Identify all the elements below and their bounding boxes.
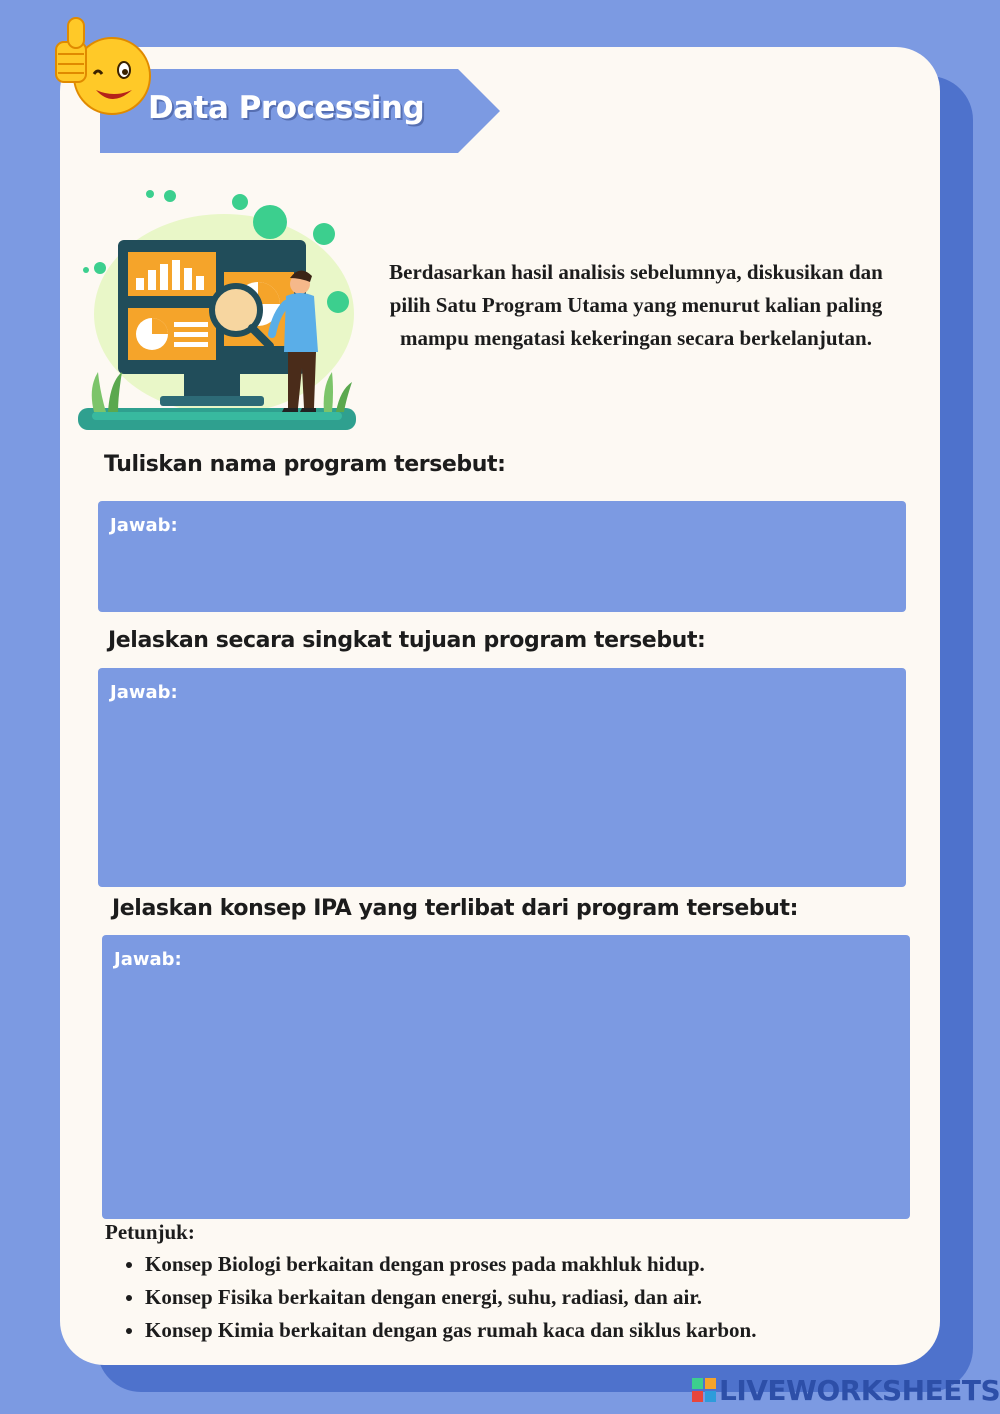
liveworksheets-logo-icon <box>692 1378 716 1402</box>
question-3-prompt: Jelaskan konsep IPA yang terlibat dari program tersebut: <box>112 896 799 921</box>
thumbs-up-wink-emoji-icon <box>48 12 154 118</box>
data-analysis-illustration <box>74 184 364 436</box>
liveworksheets-watermark <box>692 1372 1000 1408</box>
question-1-prompt: Tuliskan nama program tersebut: <box>104 452 506 477</box>
hints-title: Petunjuk: <box>105 1220 195 1244</box>
hint-item-chemistry: • Konsep Kimia berkaitan dengan gas rumah kaca dan siklus karbon. <box>145 1314 925 1347</box>
question-2-prompt: Jelaskan secara singkat tujuan program tersebut: <box>108 628 706 653</box>
hint-item-physics: • Konsep Fisika berkaitan dengan energi, suhu, radiasi, dan air. <box>145 1281 925 1314</box>
answer-label: Jawab: <box>110 682 178 703</box>
watermark-text: LIVEWORKSHEETS <box>719 1373 1000 1407</box>
hint-item-biology: • Konsep Biologi berkaitan dengan proses pada makhluk hidup. <box>145 1248 925 1281</box>
hints-list <box>105 1248 925 1347</box>
intro-instruction: Berdasarkan hasil analisis sebelumnya, diskusikan dan pilih Satu Program Utama yang menurut kalian paling mampu mengatasi kekeringan secara berkelanjutan. <box>389 260 883 350</box>
answer-field-program-purpose[interactable] <box>98 668 906 887</box>
page-title: Data Processing <box>148 90 425 126</box>
answer-label: Jawab: <box>114 949 182 970</box>
answer-field-science-concept[interactable] <box>102 935 910 1219</box>
answer-label: Jawab: <box>110 515 178 536</box>
answer-field-program-name[interactable] <box>98 501 906 612</box>
